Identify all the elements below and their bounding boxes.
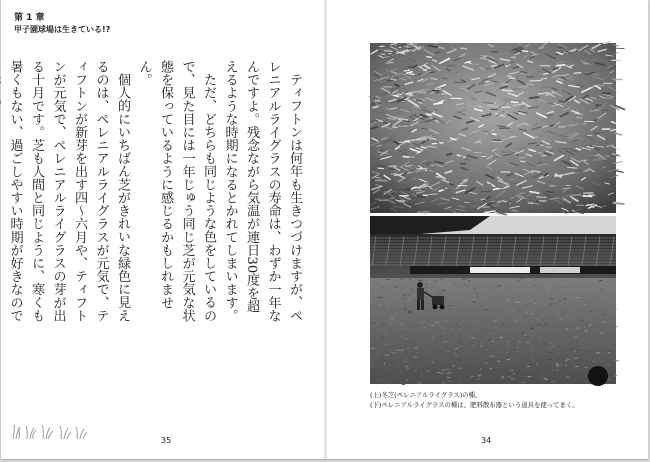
body-paragraph: 個人的にいちばん芝がきれいな緑色に見えるのは、ペレニアルライグラスが元気で、ティフトンが新芽を出す四～六月や、ティフトンが元気で、ペレニアルライグラスの芽が出る十月です。芝も人間と同じように、寒くも暑くもない、過ごしやすい時期が好きなので [7, 60, 130, 322]
book-spread [1, 0, 648, 459]
page-number-right: 34 [481, 436, 492, 445]
stadium-field-photo [370, 216, 616, 384]
vertical-body-text [7, 60, 305, 322]
book-gutter [324, 0, 327, 459]
stadium-scene-icon [370, 216, 616, 384]
grass-decoration-icon [11, 424, 91, 440]
body-paragraph: ただ、どちらも同じような色をしているので、見た目には一年じゅう同じ芝が元気な状態を保っているように感じるかもしれません。 [136, 60, 216, 322]
photo-caption [370, 390, 579, 410]
body-paragraph: ティフトンは何年も生きつづけますが、ペレニアルライグラスの寿命は、わずか一年なんですよ。残念ながら気温が連日30度を超えるような時期になるとかれてしまいます。 [222, 60, 302, 322]
page-number-left: 35 [161, 436, 172, 445]
chapter-subtitle: 甲子園球場は生きている!? [14, 25, 111, 34]
caption-line-top: (上)冬芝(ペレニアルライグラス)の種。 [370, 391, 482, 399]
caption-line-bottom: (下)ペレニアルライグラスの種は、肥料散布器という道具を使ってまく。 [370, 401, 579, 409]
chapter-number: 第 1 章 [14, 13, 45, 23]
grass-closeup-photo [370, 43, 616, 213]
grass-texture-icon [370, 43, 616, 213]
chapter-heading [14, 12, 110, 36]
